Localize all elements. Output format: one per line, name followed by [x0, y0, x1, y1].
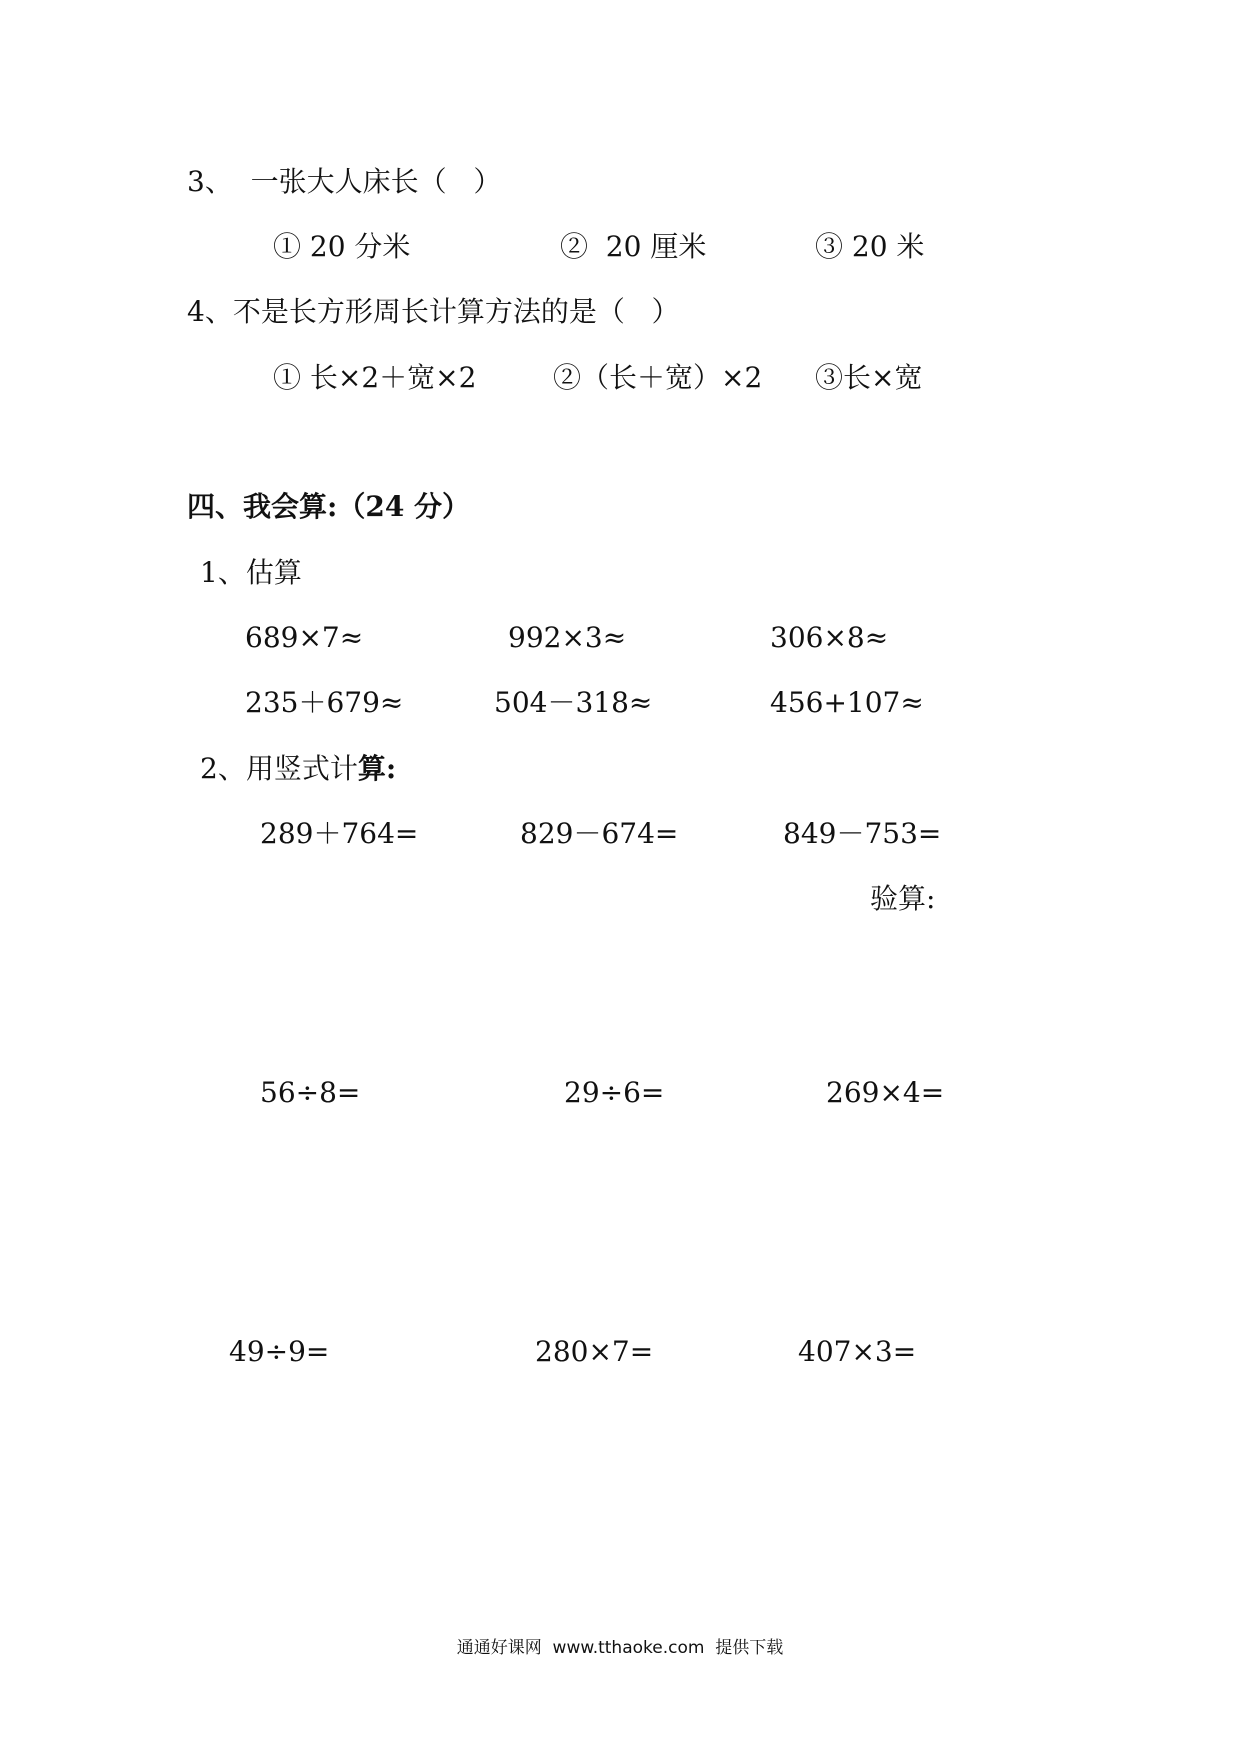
estimate-item: 235＋679≈ [245, 686, 404, 719]
estimate-item: 504－318≈ [494, 686, 653, 719]
q3-option-1: ① 20 分米 [273, 230, 411, 263]
part1-title: 1、估算 [200, 556, 302, 589]
calc-item: 29÷6= [564, 1076, 665, 1109]
calc-item: 289＋764= [260, 817, 419, 850]
q4-option-1: ① 长×2＋宽×2 [273, 361, 477, 394]
calc-item: 829－674= [520, 817, 679, 850]
calc-item: 269×4= [826, 1076, 945, 1109]
check-label: 验算: [870, 882, 936, 915]
calc-item: 49÷9= [229, 1335, 330, 1368]
estimate-item: 992×3≈ [508, 621, 627, 654]
footer-credit: 通通好课网 www.tthaoke.com 提供下载 [456, 1638, 784, 1658]
calc-item: 280×7= [535, 1335, 654, 1368]
estimate-item: 456+107≈ [770, 686, 924, 719]
q3-stem: 3、 一张大人床长（ ） [187, 165, 502, 198]
estimate-item: 689×7≈ [245, 621, 364, 654]
calc-item: 849－753= [783, 817, 942, 850]
part2-title [200, 752, 397, 785]
q4-stem: 4、不是长方形周长计算方法的是（ ） [187, 295, 680, 328]
part2-title-text: 2、用竖式计 [200, 752, 358, 785]
q3-option-2: ② 20 厘米 [560, 230, 707, 263]
q3-option-3: ③ 20 米 [815, 230, 925, 263]
q4-option-3: ③长×宽 [815, 361, 923, 394]
part2-title-bold: 算: [357, 752, 397, 785]
q4-option-2: ②（长＋宽）×2 [553, 361, 763, 394]
calc-item: 56÷8= [260, 1076, 361, 1109]
estimate-item: 306×8≈ [770, 621, 889, 654]
calc-item: 407×3= [798, 1335, 917, 1368]
section-heading: 四、我会算:（24 分） [187, 490, 471, 523]
